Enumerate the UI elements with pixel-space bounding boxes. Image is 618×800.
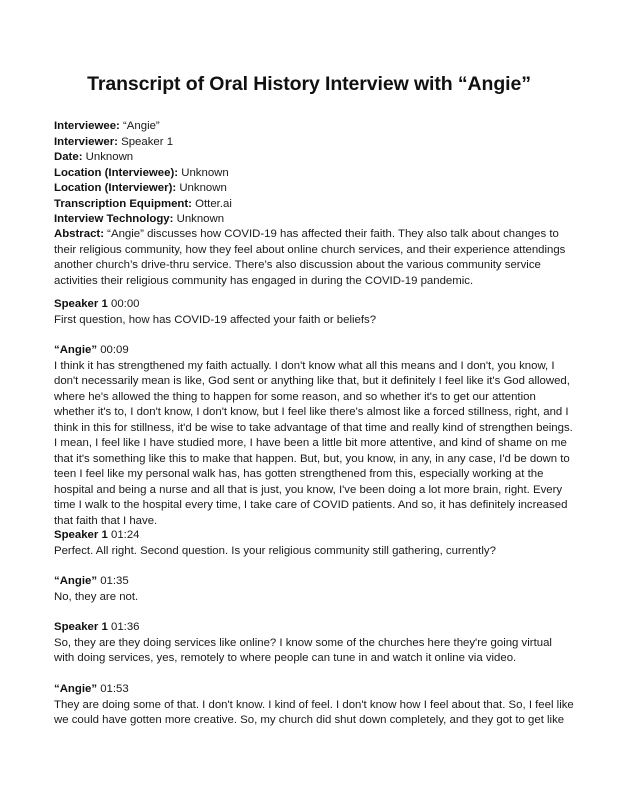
meta-label: Interviewee:	[54, 120, 120, 132]
turn-text: I think it has strengthened my faith actually. I don't know what all this means and I don't, you know, I don't necessarily mean is like, God sent or anything like that, but it definitely I feel like it's God allowed, where he's allowed the thing to happen for some reason, and so whether it's to get our attention whether it's to, I don't know, I don't know, but I feel like there's almost like a forced stillness, right, and I think in this for stillness, it'd be wise to take advantage of that time and really kind of strengthen beings. I mean, I feel like I have studied more, I have been a little bit more attentive, and kind of shame on me that it's something like this to make that happen. But, but, you know, in any, in any case, I'd be down to teen I feel like my personal walk has, has gotten strengthened from this, especially working at the hospital and being a nurse and all that is just, you know, I've been doing a lot more brain, right. Every time I walk to the hospital every time, I take care of COVID patients. And so, it has definitely increased that faith that I have.	[54, 359, 573, 527]
meta-value: Unknown	[178, 166, 229, 179]
timestamp: 00:00	[107, 298, 140, 310]
timestamp: 01:53	[97, 683, 129, 695]
meta-interviewer	[54, 135, 232, 151]
meta-label: Date:	[54, 151, 83, 163]
meta-value: Otter.ai	[191, 197, 232, 210]
speaker-name: Speaker 1	[54, 529, 108, 541]
meta-label: Interview Technology:	[54, 213, 174, 225]
transcript-turn	[54, 343, 574, 529]
document-title: Transcript of Oral History Interview with “Angie”	[87, 73, 531, 95]
meta-interviewee	[54, 119, 232, 135]
meta-location-interviewer	[54, 181, 232, 197]
meta-transcription-equipment	[54, 197, 232, 213]
interview-metadata	[54, 119, 232, 228]
turn-text: They are doing some of that. I don't know. I kind of feel. I don't know how I feel about that. So, I feel like we could have gotten more creative. So, my church did shut down completely, and they got to get like	[54, 698, 574, 726]
speaker-name: Speaker 1	[54, 298, 108, 310]
meta-value: Unknown	[82, 151, 134, 163]
speaker-name: Speaker 1	[54, 621, 108, 633]
abstract-text: “Angie” discusses how COVID-19 has affected their faith. They also talk about changes to their religious community, how they feel about online church services, and their experience attendings another church’s drive-thru service. There’s also discussion about the various community service activities their religious community has engaged in during the COVID-19 pandemic.	[54, 228, 566, 287]
transcript-turn	[54, 297, 574, 328]
turn-header	[54, 682, 574, 698]
turn-text: First question, how has COVID-19 affected your faith or beliefs?	[54, 313, 377, 326]
turn-header	[54, 528, 574, 544]
speaker-name: “Angie”	[54, 683, 98, 695]
transcript-turn	[54, 620, 574, 667]
transcript-turn	[54, 574, 574, 605]
turn-header	[54, 343, 574, 359]
speaker-name: “Angie”	[54, 575, 98, 587]
transcript-turn	[54, 682, 574, 729]
meta-interview-technology	[54, 212, 232, 228]
meta-label: Transcription Equipment:	[54, 197, 192, 210]
timestamp: 01:35	[97, 575, 129, 587]
timestamp: 00:09	[97, 344, 129, 356]
turn-text: Perfect. All right. Second question. Is your religious community still gathering, currently?	[54, 544, 496, 557]
meta-value: “Angie”	[119, 120, 160, 132]
meta-location-interviewee	[54, 166, 232, 182]
meta-label: Location (Interviewee):	[54, 166, 179, 179]
transcript-turn	[54, 528, 574, 559]
turn-text: No, they are not.	[54, 590, 139, 603]
speaker-name: “Angie”	[54, 344, 98, 356]
abstract	[54, 227, 574, 289]
meta-label: Location (Interviewer):	[54, 182, 177, 194]
meta-date	[54, 150, 232, 166]
timestamp: 01:24	[107, 529, 140, 541]
turn-text: So, they are they doing services like online? I know some of the churches here they're going virtual with doing services, yes, remotely to where people can tune in and watch it online via video.	[54, 636, 552, 664]
meta-value: Speaker 1	[117, 135, 174, 148]
meta-label: Interviewer:	[54, 135, 118, 148]
timestamp: 01:36	[107, 621, 140, 633]
turn-header	[54, 574, 574, 590]
turn-header	[54, 297, 574, 313]
meta-value: Unknown	[176, 182, 227, 194]
meta-value: Unknown	[173, 213, 225, 225]
turn-header	[54, 620, 574, 636]
abstract-label: Abstract:	[54, 228, 105, 240]
